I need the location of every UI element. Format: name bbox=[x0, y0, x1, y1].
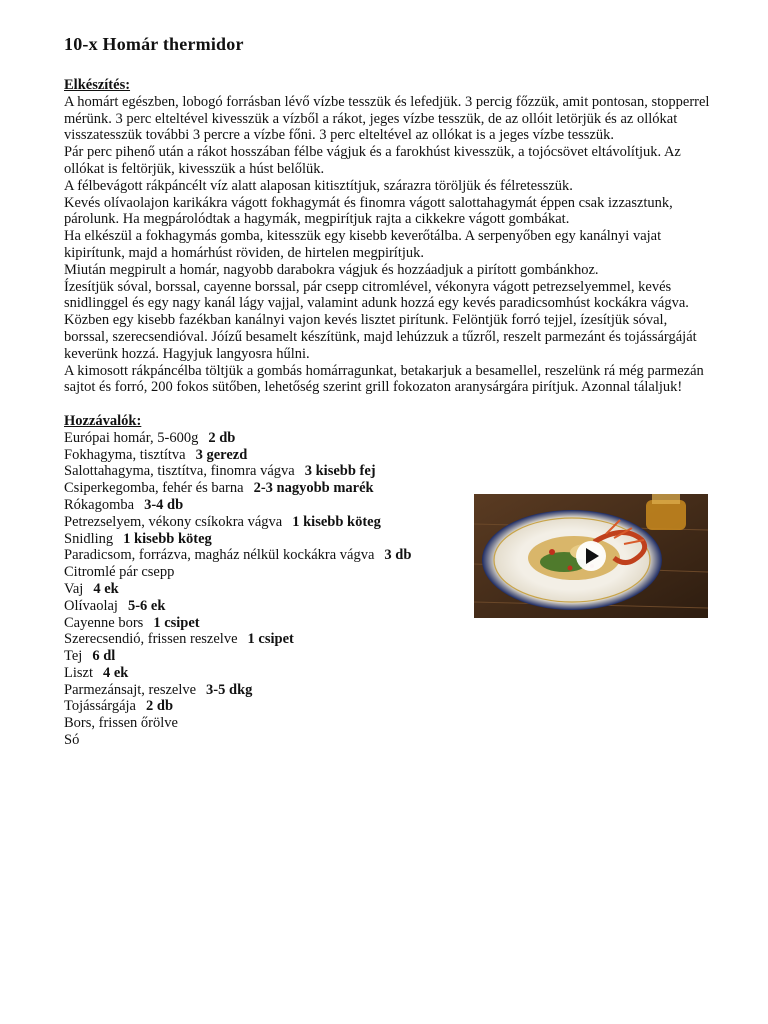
ingredient-name: Salottahagyma, tisztítva, finomra vágva bbox=[64, 463, 295, 480]
preparation-paragraph: Pár perc pihenő után a rákot hosszában félbe vágjuk és a farokhúst kivesszük, a tojócsövet eltávolítjuk. Az ollókat is feltörjük, kivesszük a húst belőlük. bbox=[64, 144, 681, 177]
ingredient-name: Tojássárgája bbox=[64, 698, 136, 715]
ingredient-name: Európai homár, 5-600g bbox=[64, 429, 199, 446]
ingredient-quantity: 1 csipet bbox=[153, 614, 200, 631]
recipe-video-thumbnail[interactable] bbox=[474, 494, 708, 618]
ingredient-item bbox=[64, 463, 714, 480]
ingredient-name: Só bbox=[64, 732, 80, 749]
ingredient-quantity: 3-5 dkg bbox=[206, 681, 253, 698]
ingredient-name: Parmezánsajt, reszelve bbox=[64, 681, 197, 698]
ingredient-quantity: 4 ek bbox=[103, 664, 129, 681]
ingredient-item bbox=[64, 682, 714, 699]
ingredient-item bbox=[64, 698, 714, 715]
play-icon bbox=[576, 541, 606, 571]
ingredient-quantity: 2 db bbox=[146, 698, 174, 715]
ingredient-quantity: 1 csipet bbox=[247, 631, 294, 648]
preparation-paragraph: Kevés olívaolajon karikákra vágott fokhagymát és finomra vágott salottahagymát éppen csak izzasztunk, párolunk. Ha megpárolódtak a hagymák, megpirítjuk rajta a cikkekre vágott gombákat. bbox=[64, 194, 673, 228]
ingredient-item bbox=[64, 648, 714, 665]
ingredient-name: Snidling bbox=[64, 530, 114, 547]
ingredient-name: Rókagomba bbox=[64, 496, 135, 513]
preparation-paragraph: Miután megpirult a homár, nagyobb darabokra vágjuk és hozzáadjuk a pirított gombánkhoz. bbox=[64, 261, 599, 278]
ingredient-name: Szerecsendió, frissen reszelve bbox=[64, 631, 238, 648]
ingredient-name: Petrezselyem, vékony csíkokra vágva bbox=[64, 513, 283, 530]
ingredients-heading: Hozzávalók: bbox=[64, 412, 142, 429]
preparation-paragraph: Ízesítjük sóval, borssal, cayenne borssal, pár csepp citromlével, vékonyra vágott petrezselyemmel, kevés snidlinggel és egy nagy kanál lágy vajjal, valamint adunk hozzá egy kevés paradicsomhúst kockákra vágva. bbox=[64, 278, 689, 312]
preparation-heading: Elkészítés: bbox=[64, 77, 131, 93]
ingredient-item bbox=[64, 631, 714, 648]
preparation-paragraph: Ha elkészül a fokhagymás gomba, kitesszük egy kisebb keverőtálba. A serpenyőben egy kanálnyi vajat kipirítunk, majd a homárhúst röviden, de hirtelen megpirítjuk. bbox=[64, 228, 662, 261]
preparation-text bbox=[64, 94, 714, 396]
ingredient-quantity: 3 kisebb fej bbox=[304, 463, 376, 480]
ingredient-name: Csiperkegomba, fehér és barna bbox=[64, 480, 244, 497]
preparation-paragraph: Közben egy kisebb fazékban kanálnyi vajon kevés lisztet pirítunk. Felöntjük forró tejjel, ízesítjük sóval, borssal, szerecsendióval. Jóízű besamelt készítünk, majd lehúzzuk a tűzről, reszelt parmezánt és tojássárgáját keverünk hozzá. Hagyjuk langyosra hűlni. bbox=[64, 312, 697, 362]
ingredient-item bbox=[64, 665, 714, 682]
ingredient-quantity: 2-3 nagyobb marék bbox=[253, 480, 374, 497]
ingredient-quantity: 5-6 ek bbox=[127, 597, 166, 614]
ingredient-name: Citromlé pár csepp bbox=[64, 564, 175, 581]
recipe-page bbox=[64, 34, 714, 749]
ingredient-quantity: 3 gerezd bbox=[195, 446, 248, 463]
preparation-paragraph: A félbevágott rákpáncélt víz alatt alaposan kitisztítjuk, szárazra töröljük és félretesszük. bbox=[64, 177, 573, 194]
ingredient-name: Fokhagyma, tisztítva bbox=[64, 446, 186, 463]
ingredient-name: Vaj bbox=[64, 580, 84, 597]
ingredient-item bbox=[64, 447, 714, 464]
ingredient-quantity: 4 ek bbox=[93, 580, 119, 597]
ingredient-name: Olívaolaj bbox=[64, 597, 118, 614]
oil-jar bbox=[646, 494, 686, 530]
ingredient-quantity: 2 db bbox=[208, 429, 236, 446]
ingredient-quantity: 6 dl bbox=[92, 648, 116, 665]
ingredient-item bbox=[64, 430, 714, 447]
ingredient-item bbox=[64, 715, 714, 732]
ingredient-name: Paradicsom, forrázva, magház nélkül kockákra vágva bbox=[64, 547, 375, 564]
ingredient-quantity: 3 db bbox=[384, 547, 412, 564]
ingredient-name: Liszt bbox=[64, 664, 93, 681]
ingredient-item bbox=[64, 732, 714, 749]
ingredient-quantity: 1 kisebb köteg bbox=[292, 513, 381, 530]
page-title: 10-x Homár thermidor bbox=[64, 34, 244, 54]
preparation-paragraph: A kimosott rákpáncélba töltjük a gombás homárragunkat, betakarjuk a besamellel, reszelünk rá még parmezán sajtot és forró, 200 fokos sütőben, lehetőség szerint grill fokozaton aranysárgára pirítjuk. Azonnal tálaljuk! bbox=[64, 362, 704, 396]
ingredient-name: Bors, frissen őrölve bbox=[64, 715, 178, 732]
ingredient-quantity: 3-4 db bbox=[144, 496, 184, 513]
preparation-paragraph: A homárt egészben, lobogó forrásban lévő vízbe tesszük és lefedjük. 3 percig főzzük, amit pontosan, stopperrel mérünk. 3 perc elteltével kivesszük a vízből a rákot, jeges vízbe tesszük, de az ollóit letörjük és az ollókat visszatesszük további 3 percre a vízbe főni. 3 perc elteltével az ollókat is a jeges vízbe tesszük. bbox=[64, 93, 710, 144]
ingredient-quantity: 1 kisebb köteg bbox=[123, 530, 212, 547]
ingredient-name: Cayenne bors bbox=[64, 614, 144, 631]
ingredient-name: Tej bbox=[64, 648, 83, 665]
dish-photo bbox=[474, 494, 708, 618]
